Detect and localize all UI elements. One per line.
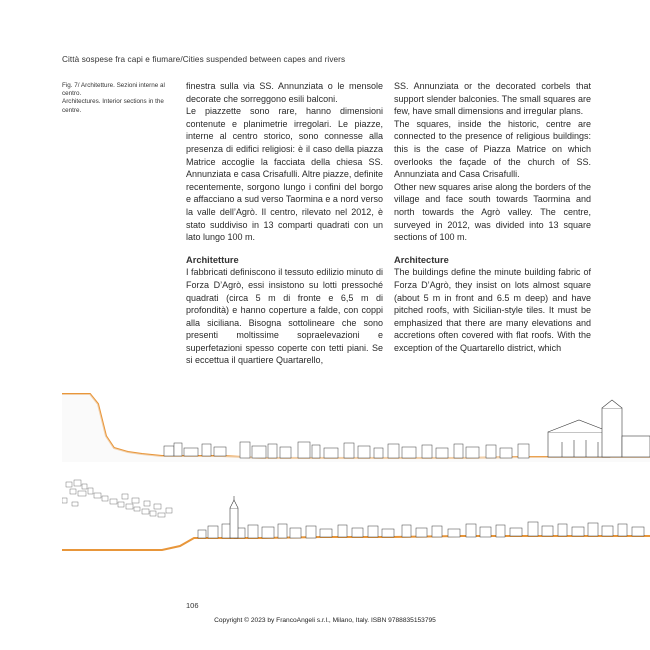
figure-caption — [62, 82, 180, 115]
section-heading-italian: Architetture — [186, 254, 239, 265]
section-heading-english: Architecture — [394, 254, 449, 265]
caption-english: Architectures. Interior sections in the centre. — [62, 98, 164, 114]
italian-text-column — [186, 80, 383, 367]
english-paragraph: SS. Annunziata or the decorated corbels that support slender balconies. The small squares are few, have small dimensions and irregular plans. — [394, 81, 591, 117]
italian-paragraph: Le piazzette sono rare, hanno dimensioni contenute e planimetrie irregolari. Le piazze, interne al centro storico, sono connesse alla presenza di edifici religiosi: è il caso della piazza Matrice accoglie la facciata della chiesa SS. Annunziata e casa Crisafulli. Altre piazze, definite recentemente, sorgono lungo i confini del borgo e affacciano a sud verso Taormina e a nord verso la valle dell’Agrò. Il centro, rilevato nel 2012, è stato suddiviso in 13 comparti quadrati con un lato lungo 100 m. — [186, 106, 383, 243]
english-text-column — [394, 80, 591, 354]
page-number: 106 — [186, 601, 199, 610]
running-title: Città sospese fra capi e fiumare/Cities suspended between capes and rivers — [62, 55, 346, 64]
italian-paragraph: finestra sulla via SS. Annunziata o le mensole decorate che sorreggono esili balconi. — [186, 81, 383, 104]
english-paragraph: The squares, inside the historic, centre are connected to the presence of religious buildings: this is the case of Piazza Matrice on which overlooks the façade of the church of SS. Annunziata and Casa Crisafulli. — [394, 118, 591, 180]
lower-section-ground-line — [62, 536, 650, 550]
english-paragraph: The buildings define the minute building fabric of Forza D’Agrò, they insist on lots almost square (about 5 m in front and 6.5 m deep) and have pitched roofs, with Sicilian-style tiles. It must be emphasized that there are many elevations and accretions often covered with flat roofs. With the exception of the Quartarello district, which — [394, 267, 591, 353]
copyright-notice: Copyright © 2023 by FrancoAngeli s.r.l., Milano, Italy. ISBN 9788835153795 — [214, 617, 436, 624]
architectural-sections-figure — [62, 390, 650, 585]
caption-italian: Fig. 7/ Architetture. Sezioni interne al centro. — [62, 82, 165, 98]
site-plan-fragment — [62, 480, 172, 517]
upper-section-drawing — [62, 394, 650, 462]
italian-paragraph: I fabbricati definiscono il tessuto edilizio minuto di Forza D’Agrò, essi insistono su lotti pressoché quadrati (circa 5 m di fronte e 6,5 m di profondità) e hanno coperture a falde, con coppi alla siciliana. Bisogna sottolineare che sono presenti moltissime sopraelevazioni e superfetazioni spesso coperte con tetti piani. Se si eccettua il quartiere Quartarello, — [186, 267, 383, 366]
church-elevation — [548, 400, 650, 457]
bell-tower-elevation — [230, 496, 238, 538]
english-paragraph: Other new squares arise along the borders of the village and face south towards Taormina and north towards the Agrò valley. The centre, surveyed in 2012, was divided into 13 square sections of 100 m. — [394, 181, 591, 243]
